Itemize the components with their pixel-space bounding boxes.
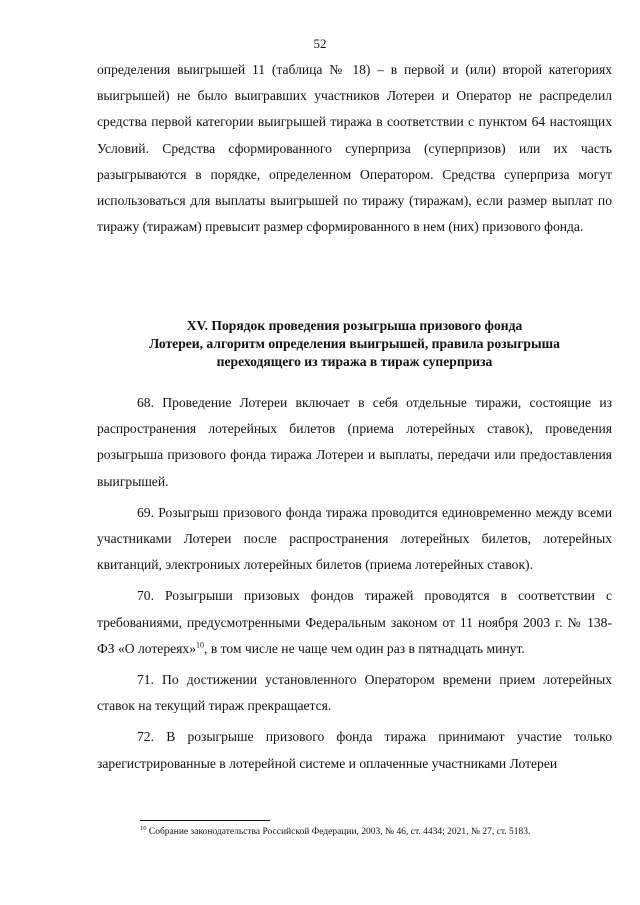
continuation-paragraph: определения выигрышей 11 (таблица № 18) – в первой и (или) второй категориях выигрышей) не было выигравших участников Лотереи и Оператор не распределил средства первой категории выигрышей тиража в соответствии с пунктом 64 настоящих Условий. Средства сформированного суперприза (суперпризов) или их часть разыгрываются в порядке, определенном Оператором. Средства суперприза могут использоваться для выплаты выигрышей по тиражу (тиражам), если размер выплат по тиражу (тиражам) превысит размер сформированного в нем (них) призового фонда. [97,62,612,235]
paragraph-68: 68. Проведение Лотереи включает в себя отдельные тиражи, состоящие из распространения лотерейных билетов (приема лотерейных ставок), проведения розыгрыша призового фонда тиража Лотереи и выплаты, передачи или предоставления выигрышей. [97,395,612,489]
section-heading-line-3: переходящего из тиража в тираж суперприза [216,354,493,369]
paragraph-70-text-continued: , в том числе не чаще чем один раз в пятнадцать минут. [204,640,525,656]
footnote-text: Собрание законодательства Российской Федерации, 2003, № 46, ст. 4434; 2021, № 27, ст. 5183. [146,827,531,837]
paragraph-70-text: 70. Розыгрыши призовых фондов тиражей проводятся в соответствии с требованиями, предусмотренными Федеральным законом от 11 ноября 2003 г. № 138-ФЗ «О лотереях» [97,588,612,656]
paragraph-69: 69. Розыгрыш призового фонда тиража проводится единовременно между всеми участниками Лотереи после распространения лотерейных билетов, лотерейных квитанций, электрониых лотерейных билетов (приема лотерейных ставок). [97,504,612,573]
continuation-paragraph-block [97,57,612,240]
footnote-separator [140,820,270,821]
paragraph-71: 71. По достижении установленного Оператором времени прием лотерейных ставок на текущий тираж прекращается. [97,672,612,714]
body-text [97,390,612,777]
section-heading-line-1: XV. Порядок проведения розыгрыша призового фонда [186,318,523,333]
paragraph-72: 72. В розыгрыше призового фонда тиража принимают участие только зарегистрированные в лотерейной системе и оплаченные участниками Лотереи [97,729,612,771]
footnote [140,826,610,838]
paragraph-70 [97,583,612,662]
footnote-reference: 10 [196,640,205,650]
page-number: 52 [313,36,327,51]
footnote-marker: 10 [140,824,147,832]
section-heading [97,317,612,371]
section-heading-line-2: Лотереи, алгоритм определения выигрышей, правила розыгрыша [149,336,560,351]
